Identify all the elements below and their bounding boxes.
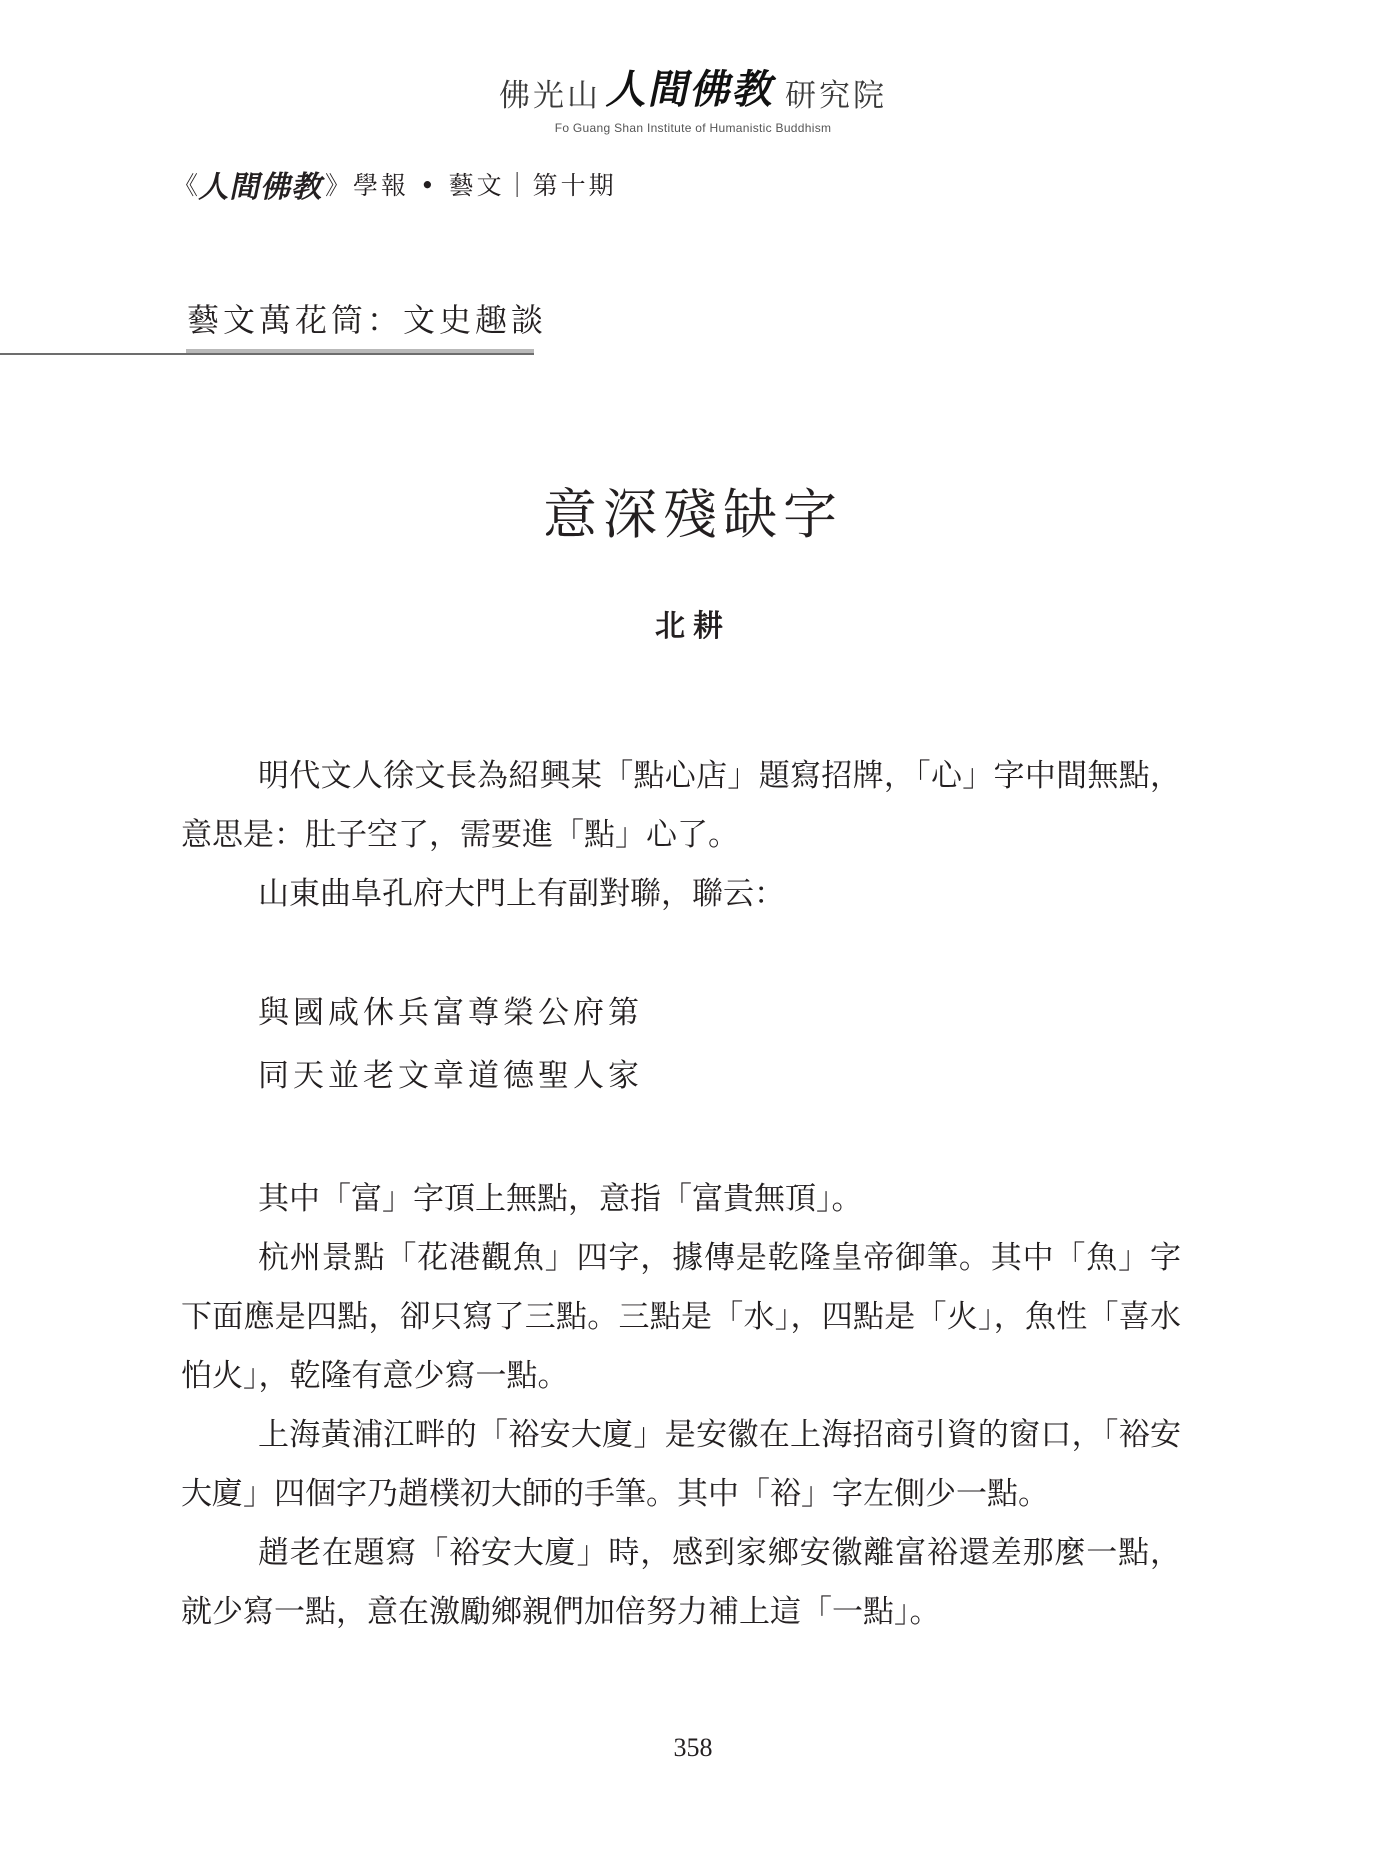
section-label: 藝文萬花筒：文史趣談 — [187, 301, 548, 339]
institute-english-name: Fo Guang Shan Institute of Humanistic Buddhism — [554, 121, 832, 135]
institute-header — [0, 58, 1386, 135]
paragraph: 明代文人徐文長為紹興某「點心店」題寫招牌，「心」字中間無點，意思是：肚子空了，需要進「點」心了。 — [181, 758, 1181, 853]
institute-logo: 人間佛教 — [603, 67, 782, 113]
article-title: 意深殘缺字 — [543, 483, 843, 546]
article-author: 北耕 — [655, 609, 731, 644]
paragraph: 上海黃浦江畔的「裕安大廈」是安徽在上海招商引資的窗口，「裕安大廈」四個字乃趙樸初大師的手筆。其中「裕」字左側少一點。 — [181, 1417, 1181, 1512]
couplet-line: 同天並老文章道德聖人家 — [258, 1058, 643, 1094]
journal-logo: 人間佛教 — [196, 170, 328, 205]
page-number: 358 — [673, 1733, 713, 1762]
section-divider — [0, 353, 534, 355]
section-underline — [186, 349, 534, 353]
institute-suffix: 研究院 — [785, 78, 887, 114]
journal-issue: 學報 • 藝文｜第十期 — [353, 171, 617, 200]
journal-open-quote: 《 — [173, 171, 202, 200]
paragraph: 趙老在題寫「裕安大廈」時，感到家鄉安徽離富裕還差那麼一點，就少寫一點，意在激勵鄉親們加倍努力補上這「一點」。 — [181, 1535, 1181, 1630]
institute-prefix: 佛光山 — [499, 78, 601, 114]
institute-name — [499, 58, 887, 115]
paragraph: 杭州景點「花港觀魚」四字，據傳是乾隆皇帝御筆。其中「魚」字下面應是四點，卻只寫了三點。三點是「水」，四點是「火」，魚性「喜水怕火」，乾隆有意少寫一點。 — [181, 1240, 1181, 1394]
journal-running-header — [173, 162, 617, 206]
paragraph: 其中「富」字頂上無點，意指「富貴無頂」。 — [258, 1181, 863, 1217]
paragraph: 山東曲阜孔府大門上有副對聯，聯云： — [258, 876, 785, 912]
article-body — [181, 747, 1181, 1642]
couplet-line: 與國咸休兵富尊榮公府第 — [258, 995, 643, 1031]
couplet — [258, 982, 1181, 1108]
journal-close-quote: 》 — [325, 171, 354, 200]
